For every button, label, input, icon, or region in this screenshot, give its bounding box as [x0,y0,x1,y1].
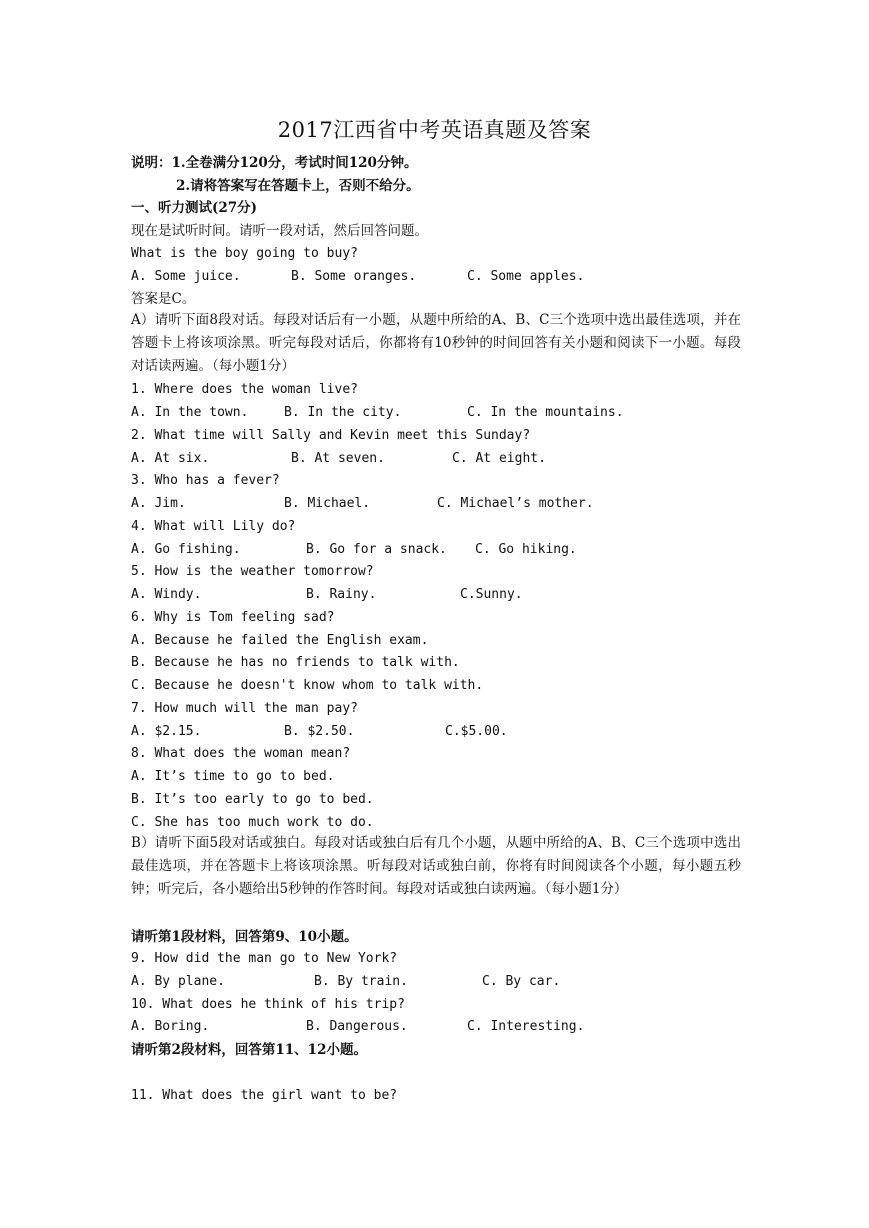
part-b-instructions: B）请听下面5段对话或独白。每段对话或独白后有几个小题，从题中所给的A、B、C三个选项中选出最佳选项，并在答题卡上将该项涂黑。听每段对话或独白前，你将有时间阅读各个小题，每小题五秒钟；听完后，各小题给出5秒钟的作答时间。每段对话或独白读两遍。（每小题1分） [131,835,741,897]
question-2: 2. What time will Sally and Kevin meet this Sunday? [131,428,531,443]
example-question: What is the boy going to buy? [131,246,358,261]
material-2-heading: 请听第2段材料，回答第11、12小题。 [131,1042,367,1058]
notes-line-1 [131,154,417,172]
note-2: 2.请将答案写在答题卡上，否则不给分。 [176,178,420,194]
q5-option-c: C.Sunny. [460,587,523,602]
q3-option-a: A. Jim. [131,496,186,511]
question-7: 7. How much will the man pay? [131,701,358,716]
q8-option-c: C. She has too much work to do. [131,815,374,830]
q9-option-c: C. By car. [482,974,561,989]
example-answer: 答案是C。 [131,291,196,307]
question-3: 3. Who has a fever? [131,473,280,488]
q9-option-a: A. By plane. [131,974,225,989]
q10-option-a: A. Boring. [131,1019,210,1034]
q3-option-c: C. Michael’s mother. [437,496,594,511]
q10-option-c: C. Interesting. [467,1019,585,1034]
notes-label: 说明： [131,155,172,171]
page-title: 2017江西省中考英语真题及答案 [277,118,592,142]
part-a-instructions: A）请听下面8段对话。每段对话后有一小题，从题中所给的A、B、C三个选项中选出最佳选项，并在答题卡上将该项涂黑。听完每段对话后，你都将有10秒钟的时间回答有关小题和阅读下一小题。每段对话读两遍。（每小题1分） [131,312,741,374]
q7-option-a: A. $2.15. [131,724,202,739]
q2-option-c: C. At eight. [452,451,546,466]
example-option-b: B. Some oranges. [291,269,417,284]
q8-option-b: B. It’s too early to go to bed. [131,792,374,807]
q4-option-c: C. Go hiking. [475,542,577,557]
question-1: 1. Where does the woman live? [131,382,358,397]
question-11: 11. What does the girl want to be? [131,1088,398,1103]
q1-option-b: B. In the city. [284,405,402,420]
q5-option-b: B. Rainy. [306,587,377,602]
q6-option-a: A. Because he failed the English exam. [131,633,429,648]
q6-option-c: C. Because he doesn't know whom to talk with. [131,678,484,693]
question-5: 5. How is the weather tomorrow? [131,564,374,579]
q3-option-b: B. Michael. [284,496,371,511]
q9-option-b: B. By train. [314,974,408,989]
question-10: 10. What does he think of his trip? [131,997,405,1012]
q10-option-b: B. Dangerous. [306,1019,408,1034]
question-4: 4. What will Lily do? [131,519,296,534]
q1-option-c: C. In the mountains. [467,405,624,420]
q8-option-a: A. It’s time to go to bed. [131,769,335,784]
q5-option-a: A. Windy. [131,587,202,602]
q7-option-c: C.$5.00. [445,724,508,739]
example-option-a: A. Some juice. [131,269,241,284]
q1-option-a: A. In the town. [131,405,249,420]
question-9: 9. How did the man go to New York? [131,951,398,966]
section-heading: 一、听力测试(27分) [131,200,258,216]
q2-option-a: A. At six. [131,451,210,466]
q4-option-b: B. Go for a snack. [306,542,447,557]
example-option-c: C. Some apples. [467,269,585,284]
q6-option-b: B. Because he has no friends to talk with. [131,655,460,670]
material-1-heading: 请听第1段材料，回答第9、10小题。 [131,929,358,945]
note-1: 1.全卷满分120分，考试时间120分钟。 [171,155,418,171]
q7-option-b: B. $2.50. [284,724,355,739]
question-6: 6. Why is Tom feeling sad? [131,610,335,625]
example-intro: 现在是试听时间。请听一段对话，然后回答问题。 [131,223,428,239]
q4-option-a: A. Go fishing. [131,542,241,557]
question-8: 8. What does the woman mean? [131,746,351,761]
q2-option-b: B. At seven. [291,451,385,466]
